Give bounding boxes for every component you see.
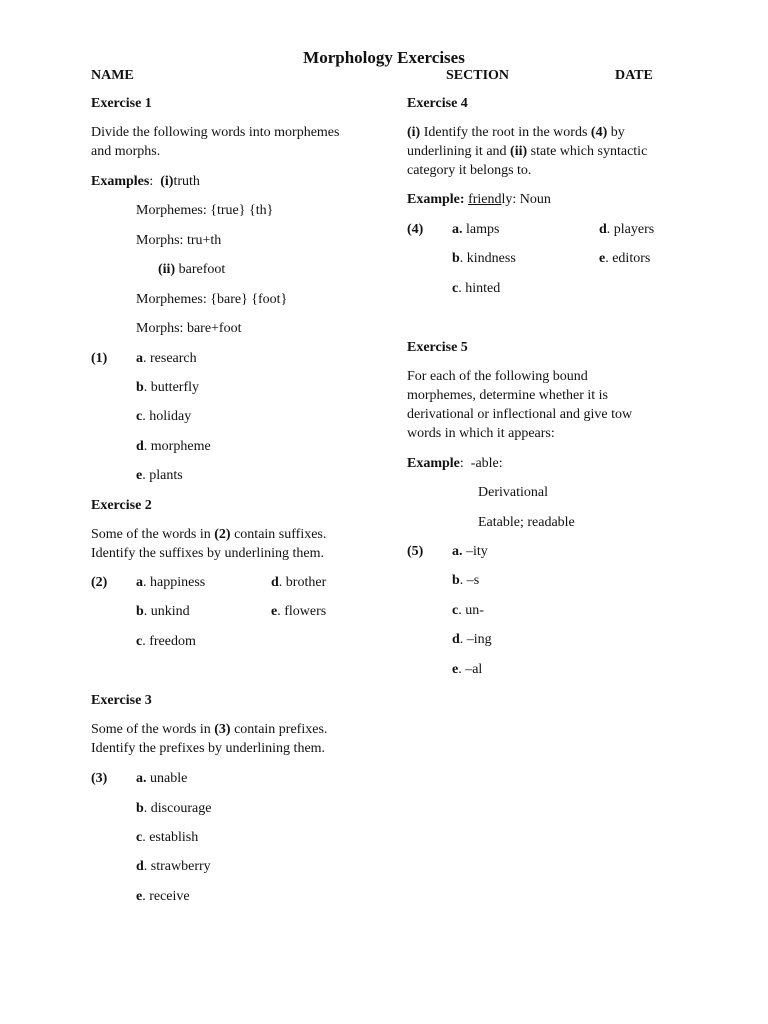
list-item: e. plants	[136, 468, 183, 483]
exercise-5-instructions-line-2: morphemes, determine whether it is	[407, 388, 608, 403]
item-word: butterfly	[150, 380, 200, 395]
exercise-4-example	[407, 190, 551, 209]
example-i-morphemes: Morphemes: {true} {th}	[136, 203, 274, 218]
item-letter: c	[452, 281, 459, 296]
list-item: b. butterfly	[136, 380, 200, 395]
example-ii-label: (ii)	[158, 262, 176, 277]
exercise-1-heading: Exercise 1	[91, 96, 152, 111]
item-letter: b	[136, 380, 144, 395]
instr-text: state which syntactic	[527, 144, 648, 159]
example-i-word: truth	[173, 174, 200, 189]
item-word: unkind	[150, 604, 190, 619]
item-word: plants	[149, 468, 183, 483]
item-word: freedom	[149, 634, 196, 649]
exercise-5-instructions-line-1: For each of the following bound	[407, 369, 588, 384]
item-letter: b	[136, 604, 144, 619]
instr-text: Identify the root in the words	[420, 125, 591, 140]
item-letter: d	[136, 859, 144, 874]
list-item: c. hinted	[452, 281, 501, 296]
list-item	[452, 220, 499, 239]
item-letter: a.	[452, 222, 463, 237]
example-i-morphs: Morphs: tru+th	[136, 233, 222, 248]
item-letter: c	[136, 830, 143, 845]
list-item: b. discourage	[136, 801, 212, 816]
date-label: DATE	[615, 68, 653, 83]
item-word: –ing	[466, 632, 492, 647]
exercise-4-number: (4)	[407, 222, 424, 237]
name-label: NAME	[91, 68, 134, 83]
example-label: Example	[407, 456, 460, 471]
item-letter: e	[136, 889, 143, 904]
item-letter: e	[136, 468, 143, 483]
list-item: d. –ing	[452, 632, 492, 647]
list-item: e. –al	[452, 662, 483, 677]
exercise-5-number: (5)	[407, 544, 424, 559]
example-root: friend	[468, 192, 502, 207]
page-title: Morphology Exercises	[303, 48, 465, 67]
examples-line	[91, 172, 200, 191]
exercise-1-number: (1)	[91, 351, 108, 366]
exercise-5-instructions-line-3: derivational or inflectional and give tow	[407, 407, 633, 422]
list-item: c. un-	[452, 603, 484, 618]
item-word: flowers	[284, 604, 327, 619]
item-letter: b	[452, 573, 460, 588]
item-letter: d	[452, 632, 460, 647]
example-colon: :	[459, 456, 464, 471]
exercise-4-instructions-line-3: category it belongs to.	[407, 163, 532, 178]
exercise-2-heading: Exercise 2	[91, 498, 152, 513]
item-letter: e	[271, 604, 278, 619]
item-letter: b	[136, 801, 144, 816]
instr-ref: (2)	[214, 527, 231, 542]
example-value: -able:	[470, 456, 503, 471]
item-word: players	[613, 222, 655, 237]
list-item: b. –s	[452, 573, 480, 588]
example-ii-word: barefoot	[178, 262, 226, 277]
example-ii-morphemes: Morphemes: {bare} {foot}	[136, 292, 288, 307]
exercise-3-number: (3)	[91, 771, 108, 786]
list-item: d. brother	[271, 575, 327, 590]
item-letter: c	[136, 634, 143, 649]
item-word: discourage	[150, 801, 212, 816]
exercise-2-instructions-line-2: Identify the suffixes by underlining them.	[91, 546, 325, 561]
item-word: unable	[150, 771, 188, 786]
instr-text: contain prefixes.	[230, 722, 328, 737]
list-item: d. morpheme	[136, 439, 211, 454]
list-item: a. happiness	[136, 575, 206, 590]
instr-text: underlining it and	[407, 144, 511, 159]
example-label: Example:	[407, 192, 465, 207]
example-ii-line	[158, 260, 225, 279]
example-type: Derivational	[478, 485, 548, 500]
exercise-5-example	[407, 454, 503, 473]
instr-text: by	[607, 125, 625, 140]
examples-label: Examples	[91, 174, 150, 189]
item-letter: a	[136, 351, 143, 366]
item-word: strawberry	[150, 859, 211, 874]
instr-ref: (3)	[214, 722, 231, 737]
item-word: brother	[285, 575, 327, 590]
exercise-3-heading: Exercise 3	[91, 693, 152, 708]
instr-text: Some of the words in	[91, 527, 215, 542]
list-item	[452, 542, 488, 561]
item-word: research	[150, 351, 197, 366]
item-letter: a.	[452, 544, 463, 559]
example-i-label: (i)	[160, 174, 174, 189]
exercise-3-instructions-line-2: Identify the prefixes by underlining them.	[91, 741, 326, 756]
example-words: Eatable; readable	[478, 515, 575, 530]
item-word: –s	[466, 573, 480, 588]
item-letter: c	[136, 409, 143, 424]
exercise-4-instructions-line-2	[407, 142, 647, 161]
item-word: morpheme	[150, 439, 211, 454]
item-letter: e	[599, 251, 606, 266]
instr-ref: (4)	[590, 125, 608, 140]
list-item: c. holiday	[136, 409, 192, 424]
list-item	[136, 769, 187, 788]
item-word: –al	[465, 662, 483, 677]
instr-text: Some of the words in	[91, 722, 215, 737]
exercise-4-instructions-line-1	[407, 123, 625, 142]
item-word: lamps	[466, 222, 500, 237]
exercise-5-instructions-line-4: words in which it appears:	[407, 426, 555, 441]
item-word: happiness	[150, 575, 206, 590]
item-word: un-	[465, 603, 484, 618]
item-word: kindness	[466, 251, 516, 266]
item-word: hinted	[465, 281, 501, 296]
list-item: a. research	[136, 351, 197, 366]
exercise-1-instructions-line-1: Divide the following words into morphemes	[91, 125, 340, 140]
list-item: e. receive	[136, 889, 190, 904]
exercise-1-instructions-line-2: and morphs.	[91, 144, 161, 159]
list-item: e. editors	[599, 251, 651, 266]
item-word: establish	[149, 830, 199, 845]
item-letter: c	[452, 603, 459, 618]
item-letter: d	[599, 222, 607, 237]
list-item: c. freedom	[136, 634, 196, 649]
item-letter: a	[136, 575, 143, 590]
item-word: holiday	[149, 409, 192, 424]
list-item: b. unkind	[136, 604, 190, 619]
example-ii-morphs: Morphs: bare+foot	[136, 321, 242, 336]
item-letter: b	[452, 251, 460, 266]
exercise-5-heading: Exercise 5	[407, 340, 468, 355]
item-letter: d	[271, 575, 279, 590]
exercise-2-number: (2)	[91, 575, 108, 590]
item-word: receive	[149, 889, 190, 904]
list-item: c. establish	[136, 830, 199, 845]
exercise-3-instructions-line-1	[91, 720, 327, 739]
instr-ref: (i)	[407, 125, 421, 140]
exercise-2-instructions-line-1	[91, 525, 326, 544]
list-item: d. strawberry	[136, 859, 211, 874]
list-item: e. flowers	[271, 604, 327, 619]
exercise-4-heading: Exercise 4	[407, 96, 468, 111]
list-item: d. players	[599, 222, 655, 237]
list-item: b. kindness	[452, 251, 516, 266]
item-word: –ity	[466, 544, 488, 559]
item-letter: a.	[136, 771, 147, 786]
item-letter: e	[452, 662, 459, 677]
examples-colon: :	[149, 174, 154, 189]
item-letter: d	[136, 439, 144, 454]
instr-text: contain suffixes.	[230, 527, 327, 542]
section-label: SECTION	[446, 68, 510, 83]
example-rest: ly: Noun	[501, 192, 551, 207]
instr-ref: (ii)	[510, 144, 528, 159]
item-word: editors	[612, 251, 651, 266]
